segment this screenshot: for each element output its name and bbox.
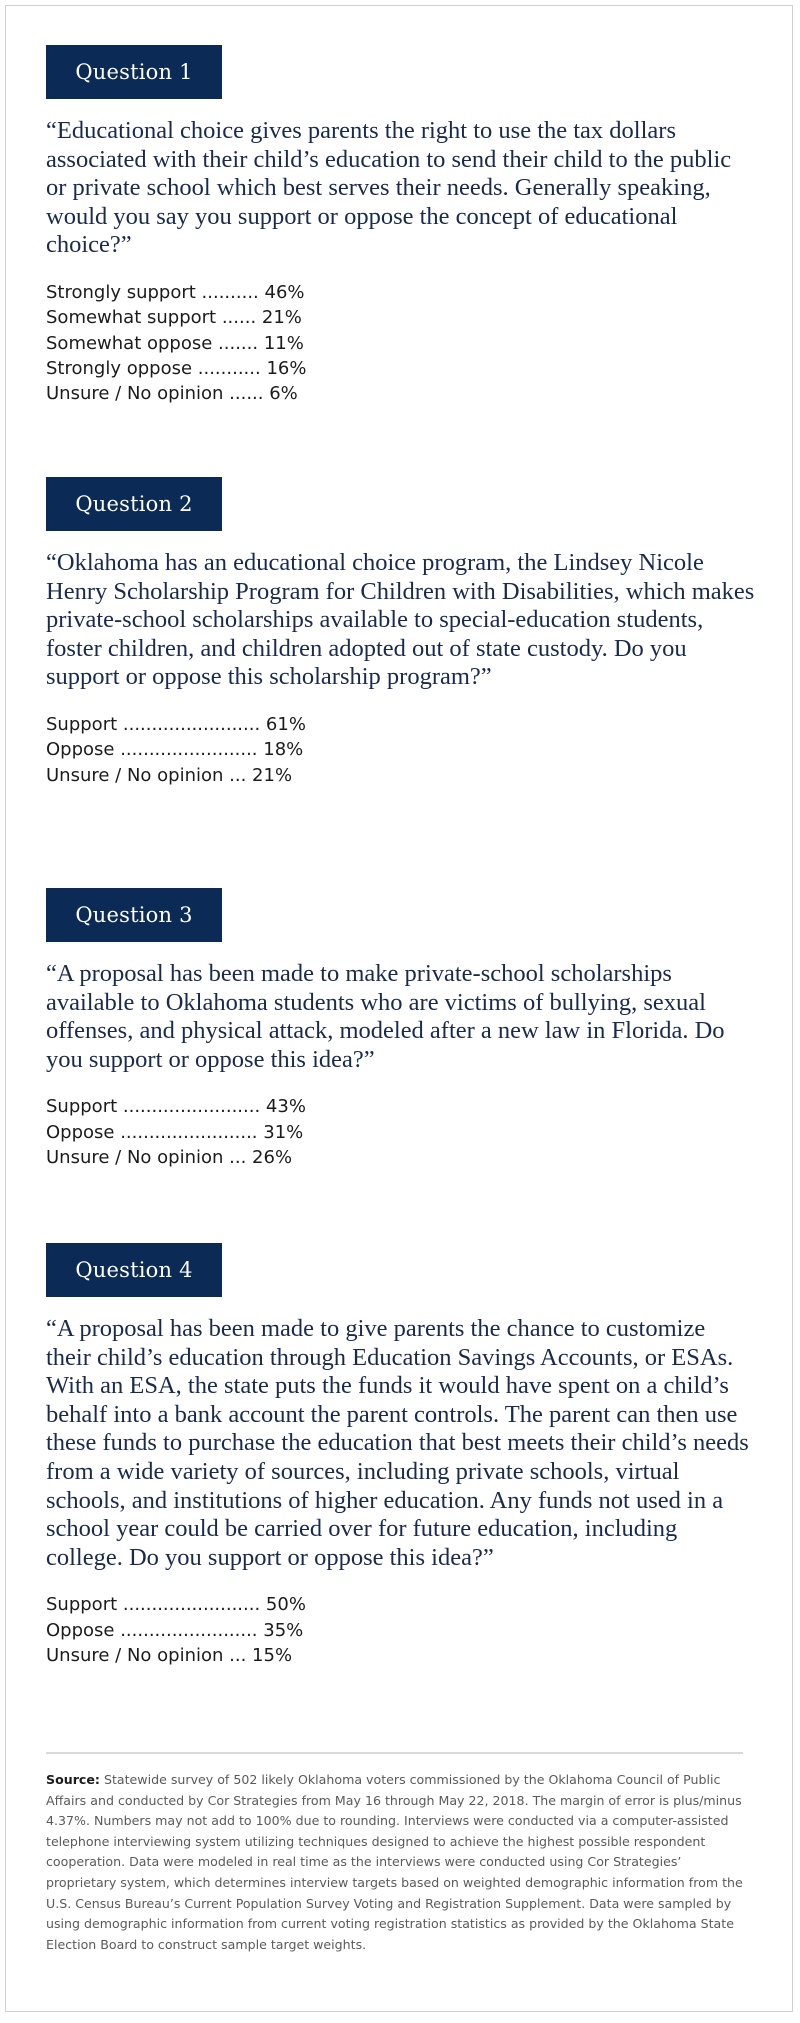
- response-label: Support: [46, 1594, 118, 1616]
- response-label: Support: [46, 1096, 118, 1118]
- response-item: [46, 763, 756, 788]
- response-value: 50%: [265, 1594, 306, 1616]
- response-value: 26%: [252, 1146, 293, 1168]
- response-label: Somewhat support: [46, 307, 217, 329]
- response-value: 11%: [263, 332, 304, 354]
- response-item: [46, 356, 756, 381]
- dot-leader: ........................: [117, 1096, 266, 1118]
- response-value: 61%: [265, 713, 306, 735]
- question-4: [46, 1243, 756, 1668]
- response-value: 35%: [263, 1619, 304, 1641]
- dot-leader: ......: [216, 307, 262, 329]
- source-label: Source:: [46, 1772, 100, 1787]
- question-4-text: “A proposal has been made to give parents the chance to customize their child’s education through Education Savings Accounts, or ESAs. With an ESA, the state puts the funds it would have spent on a child’s behalf into a bank account the parent controls. The parent can then use these funds to purchase the education that best meets their child’s needs from a wide variety of sources, including private schools, virtual schools, and institutions of higher education. Any funds not used in a school year could be carried over for future education, including college. Do you support or oppose this idea?”: [46, 1315, 749, 1571]
- question-3: [46, 888, 756, 1170]
- response-item: [46, 305, 756, 330]
- dot-leader: ........................: [114, 1121, 264, 1143]
- response-item: [46, 1145, 756, 1170]
- response-label: Oppose: [46, 739, 115, 761]
- response-label: Unsure / No opinion: [46, 1146, 224, 1168]
- response-value: 31%: [263, 1121, 304, 1143]
- dot-leader: ..........: [195, 281, 265, 303]
- question-2-header: Question 2: [46, 477, 222, 531]
- response-label: Somewhat oppose: [46, 332, 213, 354]
- response-label: Oppose: [46, 1121, 115, 1143]
- source-text: Statewide survey of 502 likely Oklahoma voters commissioned by the Oklahoma Council of Public Affairs and conducted by Cor Strategies from May 16 through May 22, 2018. The margin of error is plus/minus 4.37%. Numbers may not add to 100% due to rounding. Interviews were conducted via a computer-assisted telephone interviewing system utilizing techniques designed to achieve the highest possible respondent cooperation. Data were modeled in real time as the interviews were conducted using Cor Strategies’ proprietary system, which determines interview targets based on weighted demographic information from the U.S. Census Bureau’s Current Population Survey Voting and Registration Supplement. Data were sampled by using demographic information from current voting registration statistics as provided by the Oklahoma State Election Board to construct sample target weights.: [46, 1772, 743, 1952]
- footer-divider: [46, 1752, 743, 1754]
- response-value: 15%: [252, 1644, 293, 1666]
- dot-leader: ...........: [192, 357, 267, 379]
- source-note: [46, 1770, 746, 1955]
- response-label: Support: [46, 713, 118, 735]
- response-item: [46, 381, 756, 406]
- question-1: [46, 45, 756, 406]
- response-item: [46, 331, 756, 356]
- question-3-text: “A proposal has been made to make private-school scholarships available to Oklahoma students who are victims of bullying, sexual offenses, and physical attack, modeled after a new law in Florida. Do you support or oppose this idea?”: [46, 960, 725, 1073]
- response-label: Strongly oppose: [46, 357, 193, 379]
- question-1-text: “Educational choice gives parents the right to use the tax dollars associated with their child’s education to send their child to the public or private school which best serves their needs. Generally speaking, would you say you support or oppose the concept of educational choice?”: [46, 117, 732, 259]
- question-3-header: Question 3: [46, 888, 222, 942]
- dot-leader: ........................: [117, 1594, 266, 1616]
- dot-leader: ...: [223, 1146, 253, 1168]
- response-item: [46, 1120, 756, 1145]
- response-value: 43%: [265, 1096, 306, 1118]
- response-item: [46, 712, 756, 737]
- dot-leader: ...: [223, 764, 253, 786]
- dot-leader: ........................: [114, 739, 264, 761]
- question-1-header: Question 1: [46, 45, 222, 99]
- response-value: 16%: [266, 357, 307, 379]
- question-2-responses: [46, 712, 756, 788]
- response-item: [46, 1643, 756, 1668]
- dot-leader: ...: [223, 1644, 253, 1666]
- response-value: 21%: [252, 764, 293, 786]
- dot-leader: ........................: [114, 1619, 264, 1641]
- question-3-responses: [46, 1094, 756, 1170]
- response-item: [46, 1094, 756, 1119]
- response-value: 18%: [263, 739, 304, 761]
- response-value: 21%: [261, 307, 302, 329]
- response-label: Unsure / No opinion: [46, 764, 224, 786]
- response-item: [46, 280, 756, 305]
- response-item: [46, 1592, 756, 1617]
- response-label: Strongly support: [46, 281, 196, 303]
- dot-leader: ........................: [117, 713, 266, 735]
- response-value: 6%: [269, 383, 298, 405]
- response-item: [46, 737, 756, 762]
- response-label: Unsure / No opinion: [46, 383, 224, 405]
- response-label: Unsure / No opinion: [46, 1644, 224, 1666]
- response-item: [46, 1618, 756, 1643]
- dot-leader: .......: [212, 332, 264, 354]
- response-label: Oppose: [46, 1619, 115, 1641]
- response-value: 46%: [264, 281, 305, 303]
- question-2-text: “Oklahoma has an educational choice program, the Lindsey Nicole Henry Scholarship Program for Children with Disabilities, which makes private-school scholarships available to special-education students, foster children, and children adopted out of state custody. Do you support or oppose this scholarship program?”: [46, 549, 755, 691]
- question-4-header: Question 4: [46, 1243, 222, 1297]
- question-1-responses: [46, 280, 756, 406]
- question-2: [46, 477, 756, 788]
- dot-leader: ......: [223, 383, 270, 405]
- question-4-responses: [46, 1592, 756, 1668]
